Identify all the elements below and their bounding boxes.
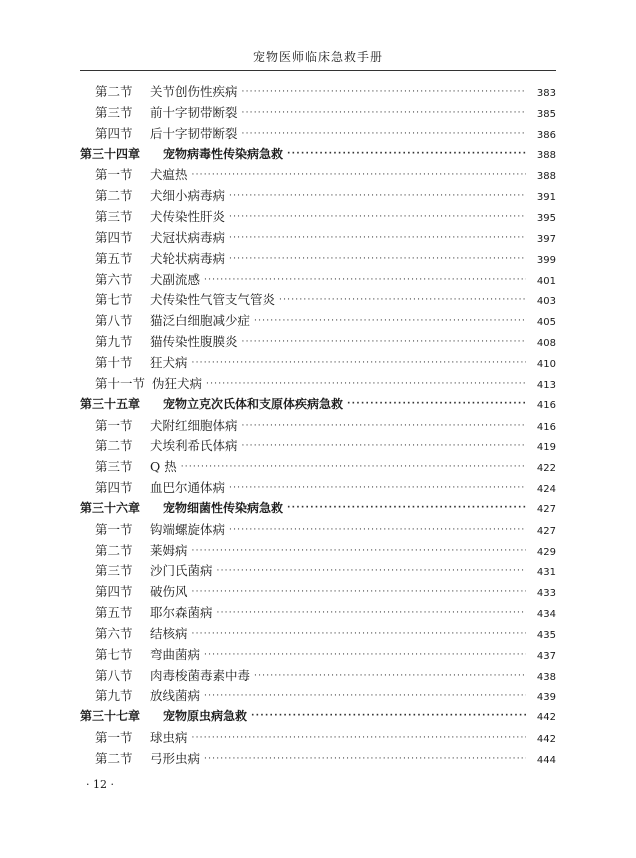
- entry-title: 宠物细菌性传染病急救: [163, 500, 284, 515]
- dot-leader: [229, 254, 526, 264]
- entry-label: 第七节: [95, 292, 133, 308]
- entry-page-number: 424: [536, 484, 556, 496]
- entry-label: 第四节: [95, 480, 133, 496]
- entry-label: 第一节: [95, 730, 133, 746]
- toc-section-entry: [80, 311, 556, 332]
- entry-page-number: 413: [536, 379, 556, 391]
- entry-page-number: 444: [536, 755, 556, 766]
- entry-label: 第一节: [95, 521, 133, 537]
- toc-section-entry: [80, 478, 556, 499]
- entry-label: 第三十六章: [80, 500, 141, 515]
- toc-section-entry: [80, 249, 556, 270]
- dot-leader: [192, 546, 526, 556]
- toc-chapter-entry: [80, 499, 556, 520]
- dot-leader: [229, 525, 526, 535]
- entry-page-number: 419: [536, 442, 556, 454]
- toc-chapter-entry: [80, 145, 556, 166]
- toc-chapter-entry: [80, 395, 556, 416]
- entry-page-number: 383: [536, 88, 556, 99]
- running-header: 宠物医师临床急救手册: [252, 50, 383, 64]
- entry-title: 猫泛白细胞减少症: [150, 313, 251, 329]
- entry-label: 第三节: [95, 563, 133, 579]
- dot-leader: [192, 170, 526, 180]
- entry-label: 第四节: [95, 584, 133, 600]
- entry-page-number: 442: [536, 712, 556, 724]
- toc-section-entry: [80, 103, 556, 124]
- entry-label: 第三十五章: [80, 396, 141, 411]
- entry-label: 第六节: [95, 625, 133, 641]
- dot-leader: [279, 295, 526, 305]
- dot-leader: [204, 275, 526, 285]
- toc-section-entry: [80, 353, 556, 374]
- entry-page-number: 442: [536, 734, 556, 746]
- dot-leader: [181, 462, 526, 472]
- entry-title: 猫传染性腹膜炎: [150, 334, 238, 350]
- entry-title: 犬传染性气管支气管炎: [150, 292, 276, 308]
- entry-page-number: 427: [536, 503, 556, 515]
- entry-label: 第二节: [95, 542, 133, 558]
- entry-title: 犬细小病毒病: [150, 188, 226, 204]
- entry-title: 放线菌病: [150, 688, 201, 704]
- entry-title: 犬轮状病毒病: [150, 250, 226, 266]
- toc-section-entry: [80, 624, 556, 645]
- dot-leader: [229, 483, 526, 493]
- entry-label: 第八节: [95, 313, 133, 329]
- dot-leader: [217, 566, 526, 576]
- entry-title: 宠物原虫病急救: [163, 709, 248, 724]
- entry-page-number: 408: [536, 338, 556, 350]
- dot-leader: [204, 650, 526, 660]
- entry-title: 前十字韧带断裂: [150, 104, 238, 120]
- entry-label: 第九节: [95, 334, 133, 350]
- page-number-footer: · 12 ·: [86, 778, 114, 791]
- entry-label: 第一节: [95, 167, 133, 183]
- toc-chapter-entry: [80, 707, 556, 728]
- entry-page-number: 416: [536, 421, 556, 433]
- entry-title: 耶尔森菌病: [150, 605, 213, 621]
- toc-section-entry: [80, 124, 556, 145]
- toc-section-entry: [80, 561, 556, 582]
- entry-page-number: 439: [536, 692, 556, 704]
- entry-title: 钩端螺旋体病: [150, 521, 226, 537]
- toc-section-entry: [80, 520, 556, 541]
- entry-title: 犬传染性肝炎: [150, 209, 226, 225]
- entry-label: 第四节: [95, 125, 133, 141]
- dot-leader: [204, 754, 526, 764]
- dot-leader: [287, 149, 526, 159]
- entry-label: 第十节: [95, 354, 133, 370]
- entry-page-number: 435: [536, 629, 556, 641]
- entry-title: 伪狂犬病: [152, 375, 203, 391]
- dot-leader: [192, 587, 526, 597]
- entry-title: 犬埃利希氏体病: [150, 438, 238, 454]
- dot-leader: [254, 316, 526, 326]
- entry-title: 肉毒梭菌毒素中毒: [150, 667, 251, 683]
- entry-label: 第二节: [95, 438, 133, 454]
- entry-label: 第五节: [95, 250, 133, 266]
- entry-label: 第三节: [95, 459, 133, 475]
- entry-page-number: 437: [536, 650, 556, 662]
- toc-section-entry: [80, 603, 556, 624]
- entry-title: 犬冠状病毒病: [150, 229, 226, 245]
- dot-leader: [229, 191, 526, 201]
- entry-page-number: 386: [536, 129, 556, 141]
- toc-section-entry: [80, 228, 556, 249]
- dot-leader: [242, 87, 526, 97]
- entry-page-number: 403: [536, 296, 556, 308]
- entry-title: 关节创伤性疾病: [150, 84, 238, 99]
- entry-title: 犬附红细胞体病: [150, 417, 238, 433]
- dot-leader: [242, 441, 526, 451]
- entry-title: 狂犬病: [150, 354, 188, 370]
- entry-title: 球虫病: [150, 730, 188, 746]
- entry-page-number: 388: [536, 171, 556, 183]
- toc-section-entry: [80, 374, 556, 395]
- toc-section-entry: [80, 686, 556, 707]
- entry-label: 第九节: [95, 688, 133, 704]
- entry-label: 第三十四章: [80, 146, 141, 161]
- entry-label: 第一节: [95, 417, 133, 433]
- entry-title: 弯曲菌病: [150, 646, 201, 662]
- dot-leader: [217, 608, 526, 618]
- dot-leader: [287, 503, 526, 513]
- entry-title: 犬瘟热: [150, 167, 188, 183]
- toc-section-entry: [80, 416, 556, 437]
- dot-leader: [251, 711, 526, 721]
- entry-page-number: 416: [536, 399, 556, 411]
- dot-leader: [192, 733, 526, 743]
- entry-title: Q 热: [150, 459, 177, 475]
- entry-title: 结核病: [150, 625, 188, 641]
- toc-section-entry: [80, 666, 556, 687]
- dot-leader: [347, 399, 526, 409]
- toc-section-entry: [80, 82, 556, 103]
- toc-section-entry: [80, 749, 556, 770]
- dot-leader: [229, 212, 526, 222]
- toc-section-entry: [80, 290, 556, 311]
- entry-label: 第三十七章: [80, 709, 141, 724]
- toc-section-entry: [80, 270, 556, 291]
- header-rule: [80, 70, 556, 71]
- entry-title: 犬副流感: [150, 271, 201, 287]
- toc-section-entry: [80, 165, 556, 186]
- entry-label: 第七节: [95, 646, 133, 662]
- toc-section-entry: [80, 207, 556, 228]
- entry-page-number: 395: [536, 213, 556, 225]
- dot-leader: [242, 337, 526, 347]
- toc-section-entry: [80, 728, 556, 749]
- entry-title: 沙门氏菌病: [150, 563, 213, 579]
- dot-leader: [192, 358, 526, 368]
- entry-title: 弓形虫病: [150, 751, 201, 766]
- toc-section-entry: [80, 582, 556, 603]
- entry-page-number: 401: [536, 275, 556, 287]
- entry-label: 第六节: [95, 271, 133, 287]
- entry-title: 破伤风: [150, 584, 188, 600]
- entry-label: 第三节: [95, 209, 133, 225]
- dot-leader: [206, 379, 526, 389]
- table-of-contents: [80, 82, 556, 770]
- entry-page-number: 385: [536, 108, 556, 120]
- entry-page-number: 433: [536, 588, 556, 600]
- entry-label: 第二节: [95, 84, 133, 99]
- entry-title: 血巴尔通体病: [150, 480, 226, 496]
- entry-label: 第十一节: [95, 375, 146, 391]
- toc-section-entry: [80, 436, 556, 457]
- toc-section-entry: [80, 332, 556, 353]
- entry-page-number: 427: [536, 525, 556, 537]
- dot-leader: [242, 108, 526, 118]
- entry-page-number: 438: [536, 671, 556, 683]
- entry-title: 后十字韧带断裂: [150, 125, 238, 141]
- dot-leader: [192, 629, 526, 639]
- toc-section-entry: [80, 457, 556, 478]
- entry-page-number: 397: [536, 233, 556, 245]
- entry-title: 宠物立克次氏体和支原体疾病急救: [163, 396, 344, 411]
- entry-page-number: 422: [536, 463, 556, 475]
- entry-title: 宠物病毒性传染病急救: [163, 146, 284, 161]
- entry-page-number: 431: [536, 567, 556, 579]
- dot-leader: [229, 233, 526, 243]
- dot-leader: [242, 421, 526, 431]
- entry-page-number: 405: [536, 317, 556, 329]
- toc-section-entry: [80, 541, 556, 562]
- entry-page-number: 399: [536, 254, 556, 266]
- entry-page-number: 388: [536, 149, 556, 161]
- dot-leader: [254, 671, 526, 681]
- entry-title: 莱姆病: [150, 542, 188, 558]
- entry-label: 第二节: [95, 188, 133, 204]
- entry-page-number: 434: [536, 609, 556, 621]
- entry-label: 第五节: [95, 605, 133, 621]
- entry-label: 第二节: [95, 751, 133, 766]
- toc-section-entry: [80, 645, 556, 666]
- entry-page-number: 429: [536, 546, 556, 558]
- dot-leader: [204, 691, 526, 701]
- entry-page-number: 391: [536, 192, 556, 204]
- entry-page-number: 410: [536, 358, 556, 370]
- dot-leader: [242, 129, 526, 139]
- toc-section-entry: [80, 186, 556, 207]
- entry-label: 第三节: [95, 104, 133, 120]
- entry-label: 第八节: [95, 667, 133, 683]
- entry-label: 第四节: [95, 229, 133, 245]
